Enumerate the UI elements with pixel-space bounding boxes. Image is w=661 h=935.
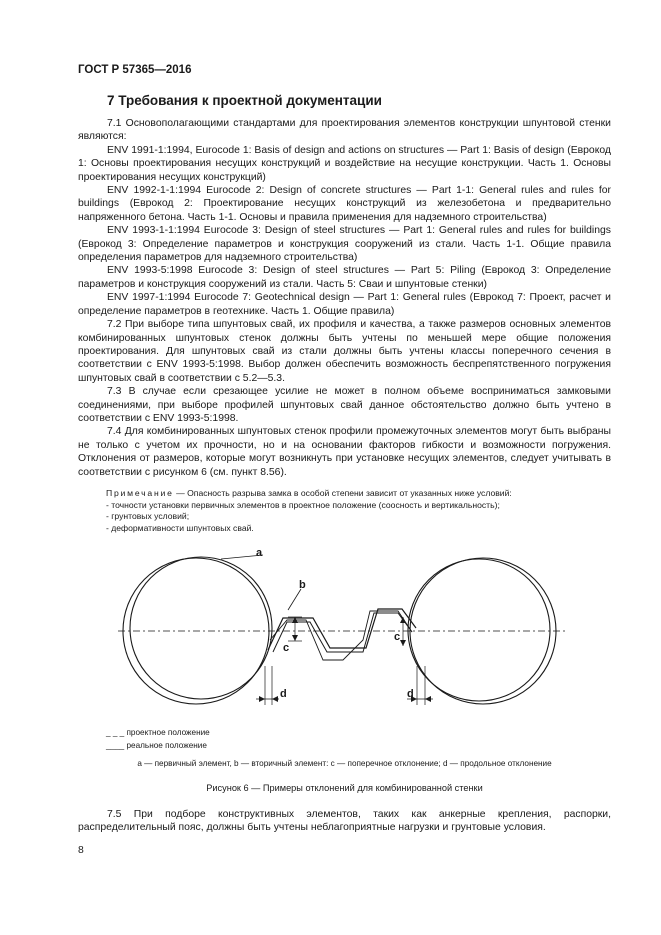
paragraph-7-5: 7.5 При подборе конструктивных элементов, таких как анкерные крепления, распорки, распределительный пояс, должны быть учтены неблагоприятные нагрузки и грунтовые условия. (78, 809, 611, 834)
paragraph-7-2: 7.2 При выборе типа шпунтовых свай, их профиля и качества, а также размеров основных элементов комбинированных шпунтовых стенок должны быть учтены по меньшей мере общие положения проектирования. Для шпунтовых свай из стали должны быть учтены классы поперечного сечения в соответствии с ENV 1993-5:1998. Выбор должен обеспечить возможность беспрепятственного погружения шпунтовых свай в соответствии с 5.2—5.3. (78, 319, 611, 384)
left-tube-actual (130, 557, 272, 699)
section-title: 7 Требования к проектной документации (107, 93, 382, 108)
figure-letters-caption: a — первичный элемент, b — вторичный элемент: c — поперечное отклонение; d — продольное отклонение (137, 759, 552, 768)
label-a: a (256, 547, 263, 559)
paragraph-7-1: 7.1 Основополагающими стандартами для проектирования элементов конструкции шпунтовой стенки являются: (78, 118, 611, 143)
label-d-left: d (280, 688, 287, 700)
note-item: - деформативности шпунтовых свай. (106, 522, 254, 533)
secondary-element-actual-inner (273, 613, 412, 652)
paragraph-7-3: 7.3 В случае если срезающее усилие не может в полном объеме восприниматься замковыми соединениями, при выборе профилей шпунтовых свай данное обстоятельство должно быть учтено в соответствии с ENV 1993-5:1998. (78, 386, 611, 424)
document-standard-header: ГОСТ Р 57365—2016 (78, 64, 192, 76)
arrowhead (400, 617, 406, 623)
arrowhead (400, 640, 406, 646)
note-label: Примечание (106, 488, 174, 498)
figure-caption: Рисунок 6 — Примеры отклонений для комбинированной стенки (206, 783, 483, 793)
arrowhead (425, 696, 431, 702)
label-c-right: c (394, 631, 401, 643)
arrowhead (292, 635, 298, 641)
secondary-element-actual (268, 609, 416, 650)
note-text: — Опасность разрыва замка в особой степени зависит от указанных ниже условий: (173, 488, 512, 498)
arrowhead (259, 696, 265, 702)
paragraph-env-1992: ENV 1992-1-1:1994 Eurocode 2: Design of concrete structures — Part 1-1: General rules and rules for buildings (Еврокод 2: Проектирование несущих конструкций из железобетона и предварительно напряженного бетона. Часть 1-1. Основы и правила применения для надземного строительства) (78, 185, 611, 223)
legend-design-position: _ _ _ проектное положение (106, 728, 210, 737)
paragraph-env-1993-1: ENV 1993-1-1:1994 Eurocode 3: Design of steel structures — Part 1: General rules and rules for buildings (Еврокод 3: Определение параметров и конструкция сооружений из стали. Часть 1-1. Общие правила определения параметров для надземного строительства) (78, 225, 611, 264)
paragraph-env-1997: ENV 1997-1:1994 Eurocode 7: Geotechnical design — Part 1: General rules (Еврокод 7: Проект, расчет и определение параметров в геотехнике. Часть 1. Общие правила) (78, 292, 611, 317)
label-c-left: c (283, 642, 290, 654)
legend-actual-position: ____ реальное положение (106, 740, 207, 750)
paragraph-env-1993-5: ENV 1993-5:1998 Eurocode 3: Design of steel structures — Part 5: Piling (Еврокод 3: Определение параметров и конструкция сооружений из стали. Часть 5: Сваи и шпунтовые стенки) (78, 265, 611, 290)
paragraph-7-4: 7.4 Для комбинированных шпунтовых стенок профили промежуточных элементов могут быть выбраны не только с учетом их прочности, но и на основании факторов гибкости и возможности погружения. Отклонения от размеров, которые могут возникнуть при установке несущих элементов, следует учитывать в соответствии с рисунком 6 (см. пункт 8.56). (78, 426, 611, 478)
page-number: 8 (78, 845, 84, 856)
label-b: b (299, 579, 306, 591)
leader-b (288, 589, 301, 610)
note-item: - грунтовых условий; (106, 511, 190, 522)
arrowhead (272, 696, 278, 702)
figure-legend (106, 727, 210, 753)
paragraph-7-5-block (78, 808, 611, 835)
note-item: - точности установки первичных элементов в проектное положение (соосность и вертикальность); (106, 499, 500, 510)
label-d-right: d (407, 688, 414, 700)
paragraph-env-1991: ENV 1991-1:1994, Eurocode 1: Basis of design and actions on structures — Part 1: Basis of design (Еврокод 1: Основы проектирования несущих конструкций и воздействие на несущие конструкции. Часть 1. Основы проектирования несущих конструкций) (78, 144, 611, 183)
